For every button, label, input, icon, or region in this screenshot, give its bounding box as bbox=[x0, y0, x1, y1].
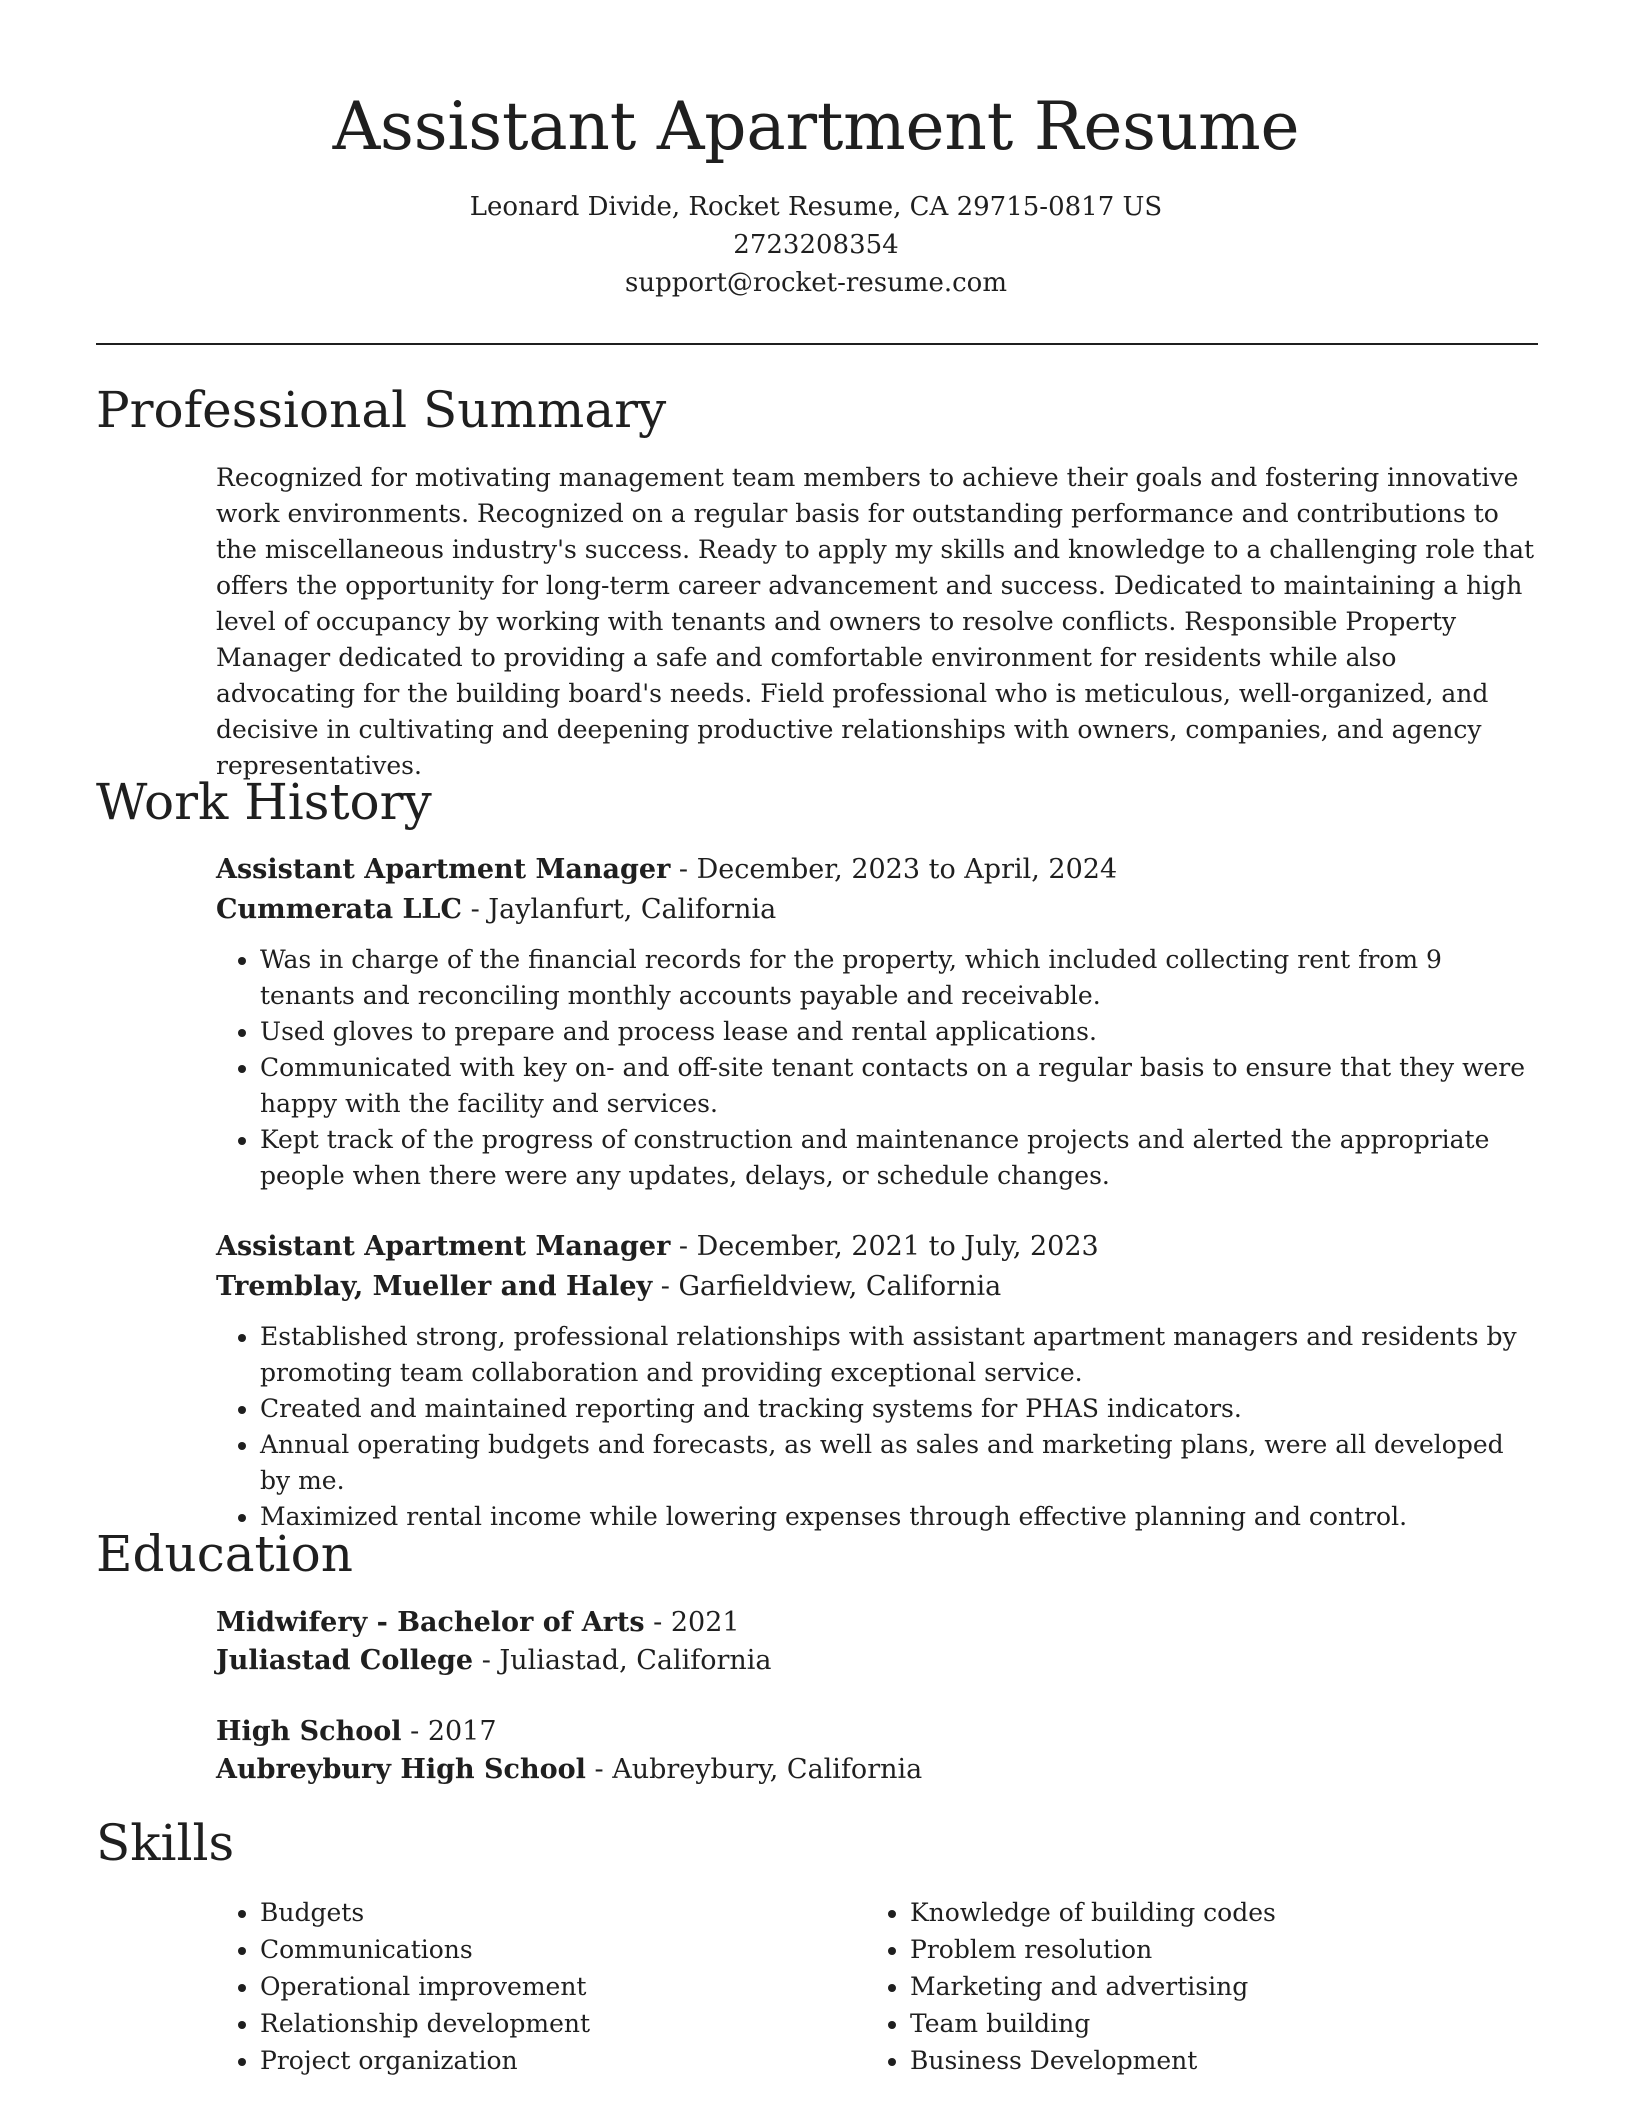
education-school-line bbox=[216, 1751, 1538, 1789]
job-dates: - December, 2021 to July, 2023 bbox=[670, 1231, 1099, 1262]
skill-item: • Marketing and advertising bbox=[910, 1968, 1516, 2005]
skills-block bbox=[216, 1894, 1538, 2079]
skill-item: • Project organization bbox=[260, 2042, 866, 2079]
skill-item: • Knowledge of building codes bbox=[910, 1894, 1516, 1931]
job-title-line bbox=[216, 850, 1538, 890]
education-degree: Midwifery - Bachelor of Arts bbox=[216, 1607, 645, 1638]
resume-header bbox=[0, 82, 1632, 302]
education-year: - 2021 bbox=[644, 1607, 740, 1638]
job-title: Assistant Apartment Manager bbox=[216, 1231, 671, 1262]
skills-column-right bbox=[866, 1894, 1516, 2079]
skill-item: • Operational improvement bbox=[260, 1968, 866, 2005]
skill-item: • Communications bbox=[260, 1931, 866, 1968]
education-location: - Juliastad, California bbox=[473, 1645, 772, 1676]
job-bullet: • Used gloves to prepare and process lease and rental applications. bbox=[260, 1014, 1538, 1050]
job-bullet: • Kept track of the progress of construction and maintenance projects and alerted the appropriate people when there were any updates, delays, or schedule changes. bbox=[260, 1122, 1538, 1194]
education-degree-line bbox=[216, 1604, 1538, 1642]
job-location: - Garfieldview, California bbox=[652, 1271, 1002, 1302]
job-company-line bbox=[216, 1267, 1538, 1307]
job-company-line bbox=[216, 890, 1538, 930]
education-school: Aubreybury High School bbox=[216, 1754, 586, 1785]
job-bullet: • Annual operating budgets and forecasts, as well as sales and marketing plans, were all developed by me. bbox=[260, 1427, 1538, 1499]
skills-list-right bbox=[866, 1894, 1516, 2079]
education-school-line bbox=[216, 1642, 1538, 1680]
skill-item: • Business Development bbox=[910, 2042, 1516, 2079]
education-school: Juliastad College bbox=[216, 1645, 474, 1676]
contact-email: support@rocket-resume.com bbox=[624, 268, 1007, 298]
skills-list-left bbox=[216, 1894, 866, 2079]
summary-block bbox=[216, 460, 1538, 784]
job-company: Tremblay, Mueller and Haley bbox=[216, 1271, 653, 1302]
contact-phone: 2723208354 bbox=[733, 230, 899, 260]
section-title-work-history: Work History bbox=[96, 773, 432, 831]
section-title-summary: Professional Summary bbox=[96, 381, 667, 439]
resume-title: Assistant Apartment Resume bbox=[332, 88, 1300, 165]
education-degree: High School bbox=[216, 1716, 402, 1747]
header-divider bbox=[96, 343, 1538, 345]
job-entry bbox=[216, 850, 1538, 1194]
job-company: Cummerata LLC bbox=[216, 894, 462, 925]
skill-item: • Team building bbox=[910, 2005, 1516, 2042]
education-degree-line bbox=[216, 1713, 1538, 1751]
education-entry bbox=[216, 1604, 1538, 1680]
job-bullet: • Communicated with key on- and off-site tenant contacts on a regular basis to ensure that they were happy with the facility and services. bbox=[260, 1050, 1538, 1122]
section-title-skills: Skills bbox=[96, 1814, 235, 1872]
job-location: - Jaylanfurt, California bbox=[461, 894, 777, 925]
job-bullet: • Established strong, professional relationships with assistant apartment managers and residents by promoting team collaboration and providing exceptional service. bbox=[260, 1319, 1538, 1391]
section-title-education: Education bbox=[96, 1525, 353, 1583]
job-bullet: • Maximized rental income while lowering expenses through effective planning and control. bbox=[260, 1499, 1538, 1535]
education-entry bbox=[216, 1713, 1538, 1789]
skill-item: • Budgets bbox=[260, 1894, 866, 1931]
skill-item: • Relationship development bbox=[260, 2005, 866, 2042]
job-entry bbox=[216, 1227, 1538, 1535]
education-location: - Aubreybury, California bbox=[585, 1754, 923, 1785]
job-bullets bbox=[216, 942, 1538, 1194]
job-title-line bbox=[216, 1227, 1538, 1267]
job-bullet: • Created and maintained reporting and tracking systems for PHAS indicators. bbox=[260, 1391, 1538, 1427]
education-year: - 2017 bbox=[401, 1716, 497, 1747]
job-dates: - December, 2023 to April, 2024 bbox=[670, 854, 1118, 885]
summary-text: Recognized for motivating management team members to achieve their goals and fostering innovative work environments. Recognized on a regular basis for outstanding performance and contributions to the miscellaneous industry's success. Ready to apply my skills and knowledge to a challenging role that offers the opportunity for long-term career advancement and success. Dedicated to maintaining a high level of occupancy by working with tenants and owners to resolve conflicts. Responsible Property Manager dedicated to providing a safe and comfortable environment for residents while also advocating for the building board's needs. Field professional who is meticulous, well-organized, and decisive in cultivating and deepening productive relationships with owners, companies, and agency representatives. bbox=[216, 463, 1535, 780]
skill-item: • Problem resolution bbox=[910, 1931, 1516, 1968]
skills-grid bbox=[216, 1894, 1538, 2079]
job-title: Assistant Apartment Manager bbox=[216, 854, 671, 885]
job-bullet: • Was in charge of the financial records for the property, which included collecting rent from 9 tenants and reconciling monthly accounts payable and receivable. bbox=[260, 942, 1538, 1014]
contact-address: Leonard Divide, Rocket Resume, CA 29715-0817 US bbox=[469, 192, 1163, 222]
skills-column-left bbox=[216, 1894, 866, 2079]
job-bullets bbox=[216, 1319, 1538, 1535]
contact-info bbox=[0, 188, 1632, 302]
